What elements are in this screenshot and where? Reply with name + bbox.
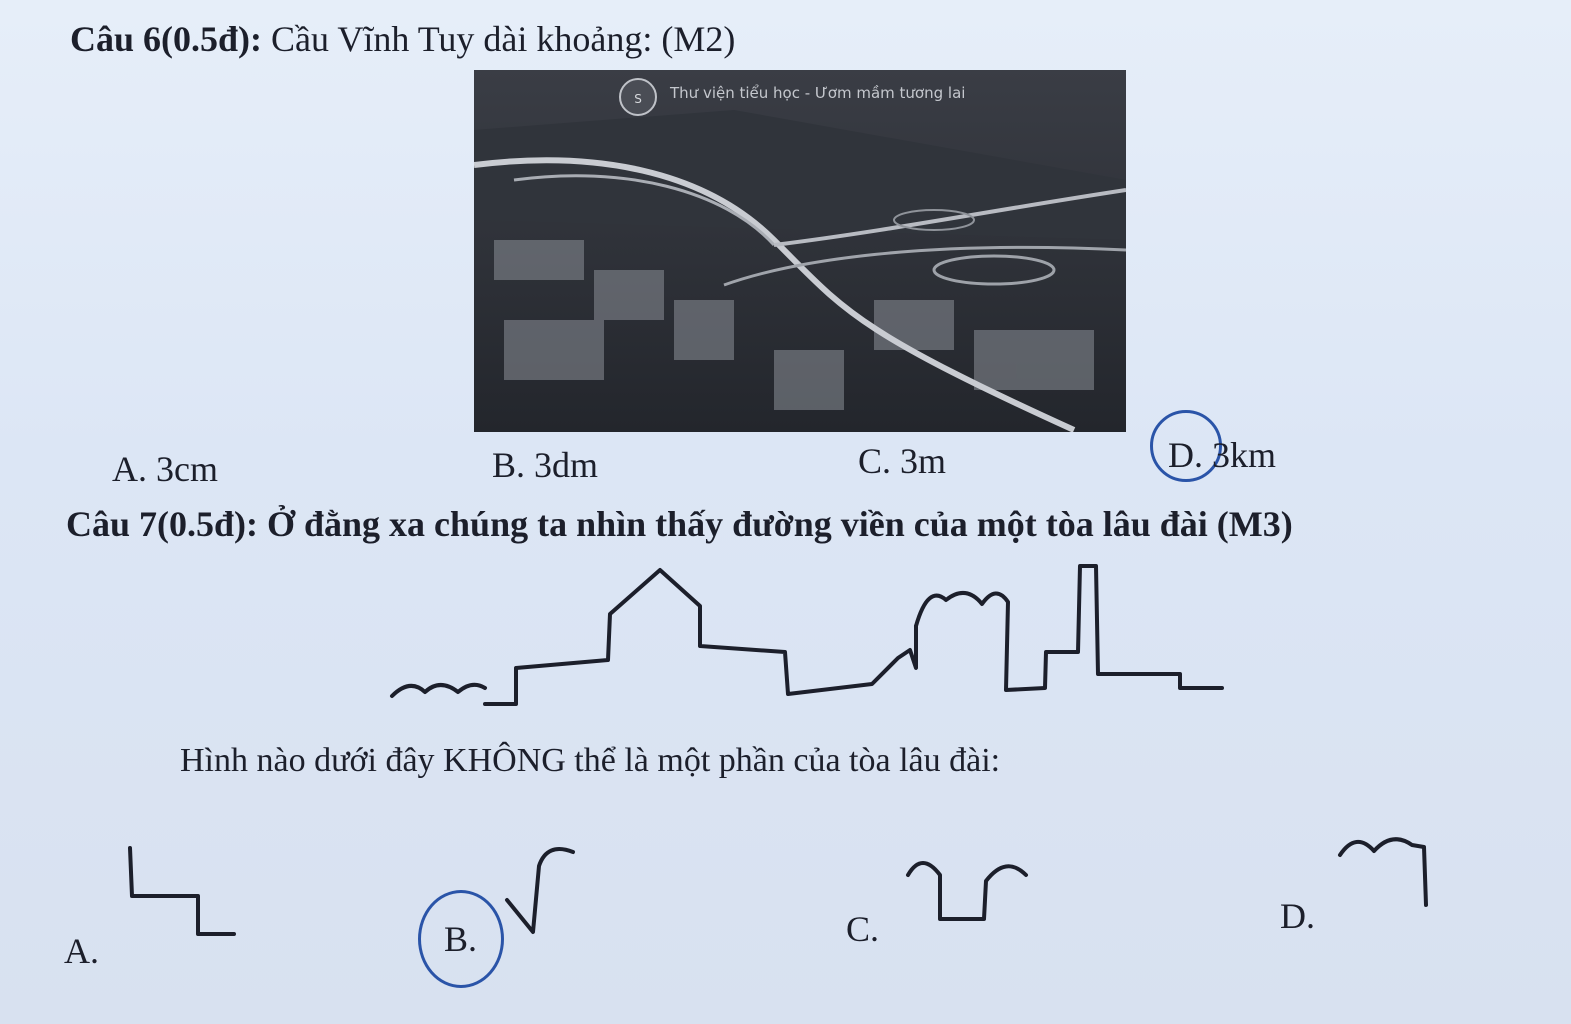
- q6-option-d-value: 3km: [1212, 435, 1277, 475]
- q6-option-c[interactable]: C. 3m: [858, 441, 947, 481]
- q7-shape-b: [495, 830, 595, 950]
- question-7-prompt: Hình nào dưới đây KHÔNG thể là một phần của tòa lâu đài:: [180, 742, 1001, 779]
- q7-option-c[interactable]: C.: [846, 909, 880, 949]
- castle-outline: [380, 560, 1230, 710]
- question-6-text: Cầu Vĩnh Tuy dài khoảng: (M2): [262, 19, 736, 59]
- question-6-label: Câu 6(0.5đ):: [70, 19, 263, 59]
- q7-shape-d: [1330, 825, 1440, 925]
- question-7-text: Ở đằng xa chúng ta nhìn thấy đường viền của một tòa lâu đài (M3): [258, 504, 1293, 544]
- q6-option-d-letter: D.: [1168, 435, 1203, 475]
- q7-shape-a: [110, 840, 250, 950]
- q7-option-d[interactable]: D.: [1280, 896, 1315, 936]
- q6-option-b[interactable]: B. 3dm: [492, 445, 599, 485]
- q7-shape-c: [900, 845, 1040, 935]
- question-7-title: [66, 503, 1293, 545]
- q7-option-b[interactable]: B.: [444, 919, 478, 959]
- bridge-photo: [474, 70, 1126, 432]
- photo-watermark: Thư viện tiểu học - Ươm mầm tương lai: [670, 84, 966, 102]
- q7-option-a[interactable]: A.: [64, 931, 99, 971]
- question-7-label: Câu 7(0.5đ):: [66, 504, 259, 544]
- q6-option-a[interactable]: A. 3cm: [112, 449, 218, 489]
- svg-text:S: S: [634, 92, 642, 106]
- q6-option-d[interactable]: [1168, 434, 1276, 476]
- question-6-title: [70, 18, 735, 60]
